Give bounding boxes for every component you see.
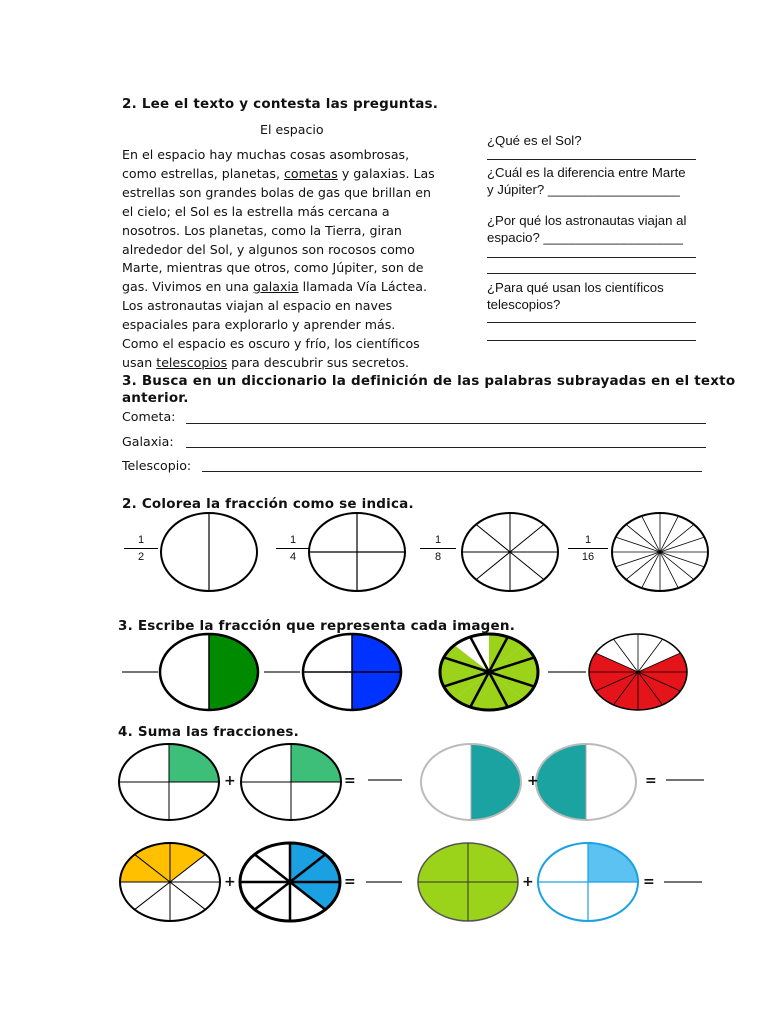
- question-1: ¿Qué es el Sol?: [487, 133, 582, 148]
- reading-line: Marte, mientras que otros, como Júpiter, son de: [122, 260, 424, 276]
- reading-line: el cielo; el Sol es la estrella más cercana a: [122, 203, 390, 219]
- write-section-title: 3. Escribe la fracción que representa cada imagen.: [118, 618, 516, 634]
- reading-section-title: 2. Lee el texto y contesta las preguntas.: [122, 96, 439, 112]
- division-line: [255, 882, 290, 910]
- fraction-1-16: 1 16: [568, 534, 608, 563]
- reading-line: nosotros. Los planetas, como la Tierra, giran: [122, 222, 402, 238]
- division-line: [135, 882, 170, 910]
- equals-sign-2: =: [645, 773, 657, 789]
- reading-subtitle: El espacio: [260, 122, 324, 137]
- fraction-1-4: 1 4: [276, 534, 310, 563]
- underlined-word: cometas: [283, 165, 338, 181]
- reading-line: gas. Vivimos en una galaxia llamada Vía Láctea.: [122, 279, 427, 295]
- definitions-title-2: anterior.: [122, 390, 189, 406]
- division-line: [626, 524, 660, 552]
- plus-sign-4: +: [522, 874, 534, 890]
- definition-label-galaxia: Galaxia:: [122, 434, 174, 449]
- reading-line: Como el espacio es oscuro y frío, los científicos: [122, 336, 420, 352]
- reading-line: estrellas son grandes bolas de gas que brillan en: [122, 184, 431, 200]
- division-line: [476, 524, 510, 552]
- reading-line: usan telescopios para descubrir sus secretos.: [122, 354, 410, 370]
- underlined-word: galaxia: [253, 279, 299, 295]
- question-2a: ¿Cuál es la diferencia entre Marte: [487, 165, 686, 180]
- question-2b: y Júpiter? __________________: [487, 182, 680, 197]
- division-line: [626, 552, 660, 580]
- fraction-1-8: 1 8: [420, 534, 456, 563]
- plus-sign-2: +: [527, 773, 539, 789]
- reading-line: como estrellas, planetas, cometas y galaxias. Las: [122, 165, 435, 181]
- reading-line: Los astronautas viajan al espacio en naves: [122, 298, 393, 314]
- division-line: [476, 552, 510, 580]
- sum-section-title: 4. Suma las fracciones.: [118, 724, 299, 740]
- question-4a: ¿Para qué usan los científicos: [487, 280, 664, 295]
- division-line: [510, 524, 544, 552]
- underlined-word: telescopios: [156, 354, 228, 370]
- plus-sign-1: +: [224, 773, 236, 789]
- fraction-1-2: 1 2: [124, 534, 158, 563]
- definition-label-telescopio: Telescopio:: [122, 458, 192, 473]
- question-3b: espacio? ___________________: [487, 230, 683, 245]
- equals-sign-1: =: [344, 773, 356, 789]
- question-3a: ¿Por qué los astronautas viajan al: [487, 213, 687, 228]
- division-line: [660, 552, 694, 580]
- yellow-sector: [170, 843, 205, 882]
- equals-sign-3: =: [344, 874, 356, 890]
- division-line: [170, 882, 205, 910]
- teal-half: [471, 744, 521, 820]
- division-line: [660, 524, 694, 552]
- plus-sign-3: +: [224, 874, 236, 890]
- reading-line: espaciales para explorarlo y aprender más.: [122, 317, 396, 333]
- equals-sign-4: =: [643, 874, 655, 890]
- division-line: [510, 552, 544, 580]
- definitions-title-1: 3. Busca en un diccionario la definición de las palabras subrayadas en el texto: [122, 373, 736, 389]
- question-4b: telescopios?: [487, 297, 561, 312]
- teal-half: [536, 744, 586, 820]
- reading-line: En el espacio hay muchas cosas asombrosas,: [122, 147, 410, 162]
- green-half: [209, 634, 258, 710]
- division-line: [255, 854, 290, 882]
- color-section-title: 2. Colorea la fracción como se indica.: [122, 496, 414, 512]
- reading-line: alrededor del Sol, y algunos son rocosos como: [122, 241, 415, 257]
- definition-label-cometa: Cometa:: [122, 409, 176, 424]
